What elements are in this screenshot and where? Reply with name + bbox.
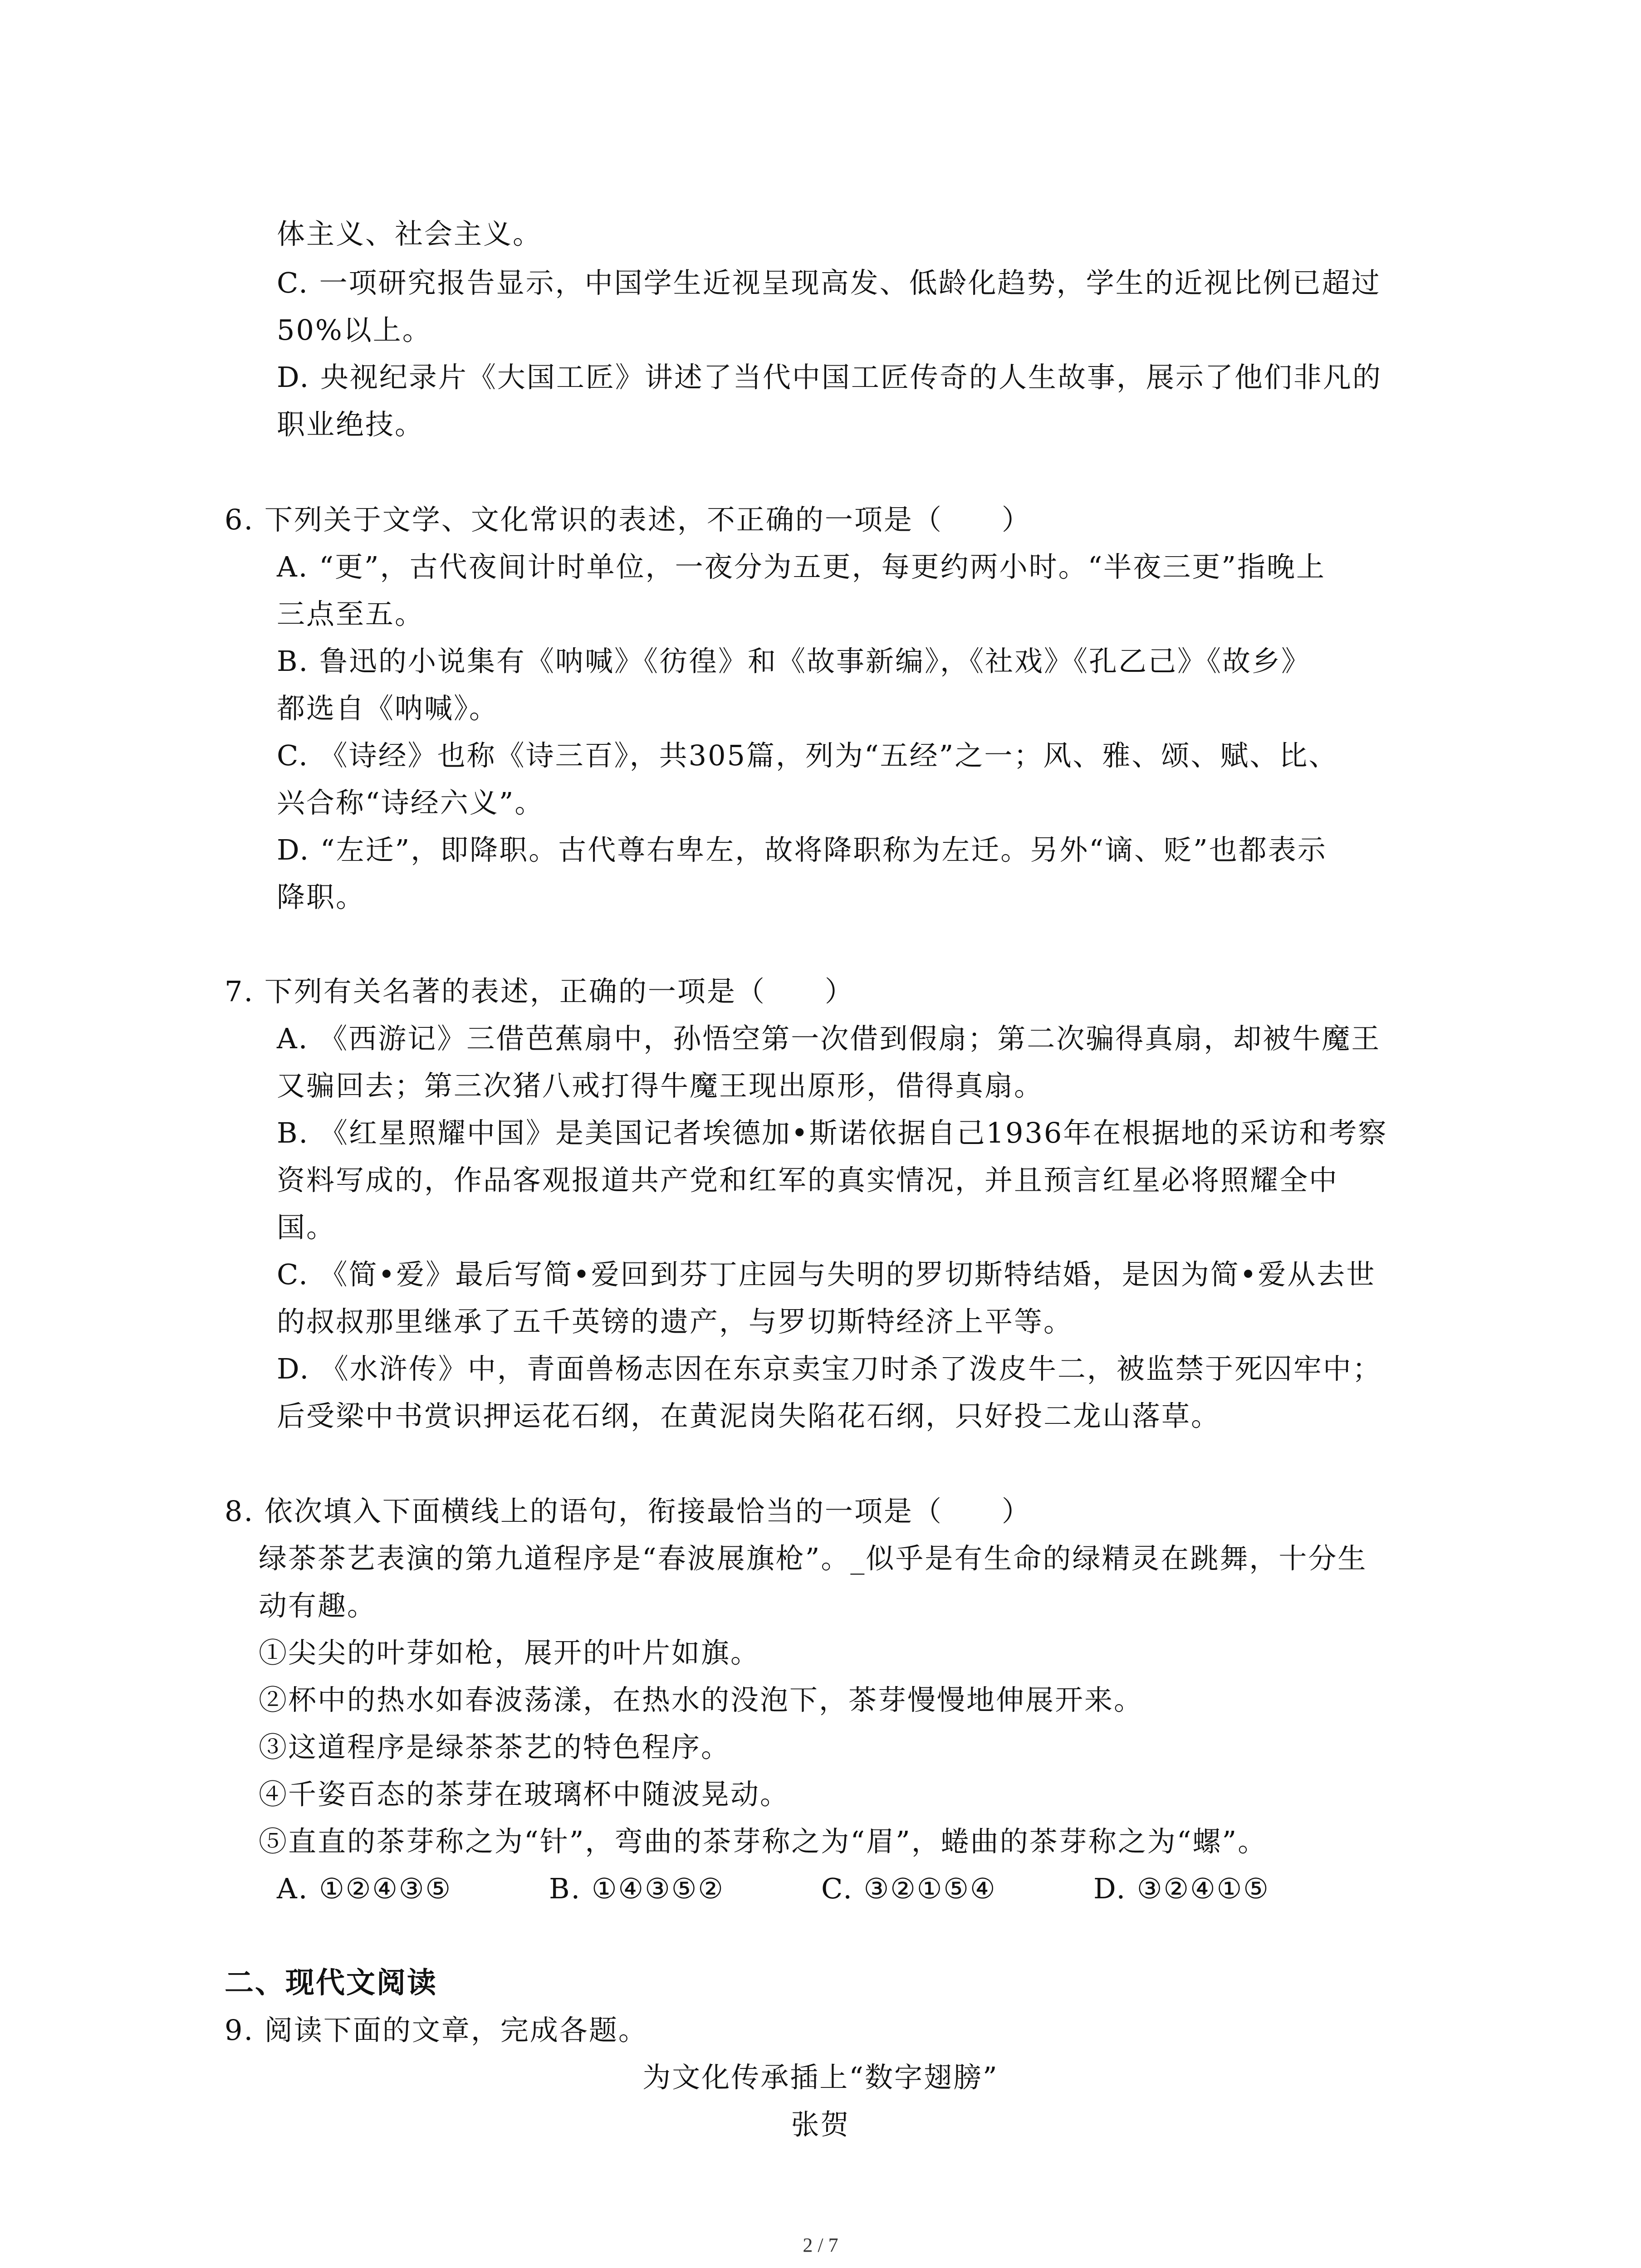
q6-option-a-line2: 三点至五。 <box>277 597 425 631</box>
q8-sentence-1: ①尖尖的叶芽如枪，展开的叶片如旗。 <box>259 1636 760 1669</box>
q5-option-d-line1: D. 央视纪录片《大国工匠》讲述了当代中国工匠传奇的人生故事，展示了他们非凡的 <box>277 361 1382 394</box>
q8-sentence-3: ③这道程序是绿茶茶艺的特色程序。 <box>259 1730 731 1764</box>
article-title: 为文化传承插上“数字翅膀” <box>642 2061 999 2094</box>
q5-option-d-line2: 职业绝技。 <box>277 408 425 441</box>
q8-passage-line1: 绿茶茶艺表演的第九道程序是“春波展旗枪”。_似乎是有生命的绿精灵在跳舞，十分生 <box>259 1542 1367 1575</box>
q7-option-a-line1: A. 《西游记》三借芭蕉扇中，孙悟空第一次借到假扇；第二次骗得真扇，却被牛魔王 <box>277 1022 1381 1055</box>
q8-options-row <box>277 1867 1366 1911</box>
q8-option-c: C. ③②①⑤④ <box>821 1872 997 1905</box>
q6-stem: 6. 下列关于文学、文化常识的表述，不正确的一项是（ ） <box>225 503 1031 536</box>
q7-option-b-line2: 资料写成的，作品客观报道共产党和红军的真实情况，并且预言红星必将照耀全中 <box>277 1163 1339 1197</box>
q9-stem: 9. 阅读下面的文章，完成各题。 <box>225 2014 648 2047</box>
q8-option-a: A. ①②④③⑤ <box>277 1872 452 1905</box>
q6-option-a-line1: A. “更”，古代夜间计时单位，一夜分为五更，每更约两小时。“半夜三更”指晚上 <box>277 550 1326 583</box>
q7-option-b-line1: B. 《红星照耀中国》是美国记者埃德加•斯诺依据自己1936年在根据地的采访和考察 <box>277 1116 1388 1149</box>
q7-option-c-line1: C. 《简•爱》最后写简•爱回到芬丁庄园与失明的罗切斯特结婚，是因为简•爱从去世 <box>277 1258 1376 1291</box>
section-heading-modern-reading: 二、现代文阅读 <box>225 1966 437 2000</box>
q6-option-c-line1: C. 《诗经》也称《诗三百》，共305篇，列为“五经”之一；风、雅、颂、赋、比、 <box>277 739 1338 772</box>
q5-option-c-line1: C. 一项研究报告显示，中国学生近视呈现高发、低龄化趋势，学生的近视比例已超过 <box>277 266 1381 299</box>
q8-sentence-2: ②杯中的热水如春波荡漾，在热水的没泡下，茶芽慢慢地伸展开来。 <box>259 1683 1144 1716</box>
q7-option-d-line1: D. 《水浒传》中，青面兽杨志因在东京卖宝刀时杀了泼皮牛二，被监禁于死囚牢中； <box>277 1352 1382 1385</box>
article-author: 张贺 <box>791 2108 850 2141</box>
q8-option-d: D. ③②④①⑤ <box>1093 1872 1270 1905</box>
q6-option-c-line2: 兴合称“诗经六义”。 <box>277 786 544 819</box>
q8-sentence-4: ④千姿百态的茶芽在玻璃杯中随波晃动。 <box>259 1778 790 1811</box>
q8-stem: 8. 依次填入下面横线上的语句，衔接最恰当的一项是（ ） <box>225 1495 1031 1528</box>
q8-passage-line2: 动有趣。 <box>259 1589 377 1622</box>
q7-option-b-line3: 国。 <box>277 1211 336 1244</box>
q6-option-b-line1: B. 鲁迅的小说集有《呐喊》《彷徨》和《故事新编》，《社戏》《孔乙己》《故乡》 <box>277 645 1311 678</box>
q7-stem: 7. 下列有关名著的表述，正确的一项是（ ） <box>225 975 854 1008</box>
q6-option-b-line2: 都选自《呐喊》。 <box>277 692 499 725</box>
q6-option-d-line2: 降职。 <box>277 880 366 914</box>
q7-option-d-line2: 后受梁中书赏识押运花石纲，在黄泥岗失陷花石纲，只好投二龙山落草。 <box>277 1399 1221 1432</box>
q6-option-d-line1: D. “左迁”，即降职。古代尊右卑左，故将降职称为左迁。另外“谪、贬”也都表示 <box>277 833 1327 866</box>
q5-b-continuation: 体主义、社会主义。 <box>277 217 543 250</box>
q7-option-a-line2: 又骗回去；第三次猪八戒打得牛魔王现出原形，借得真扇。 <box>277 1069 1044 1102</box>
q5-option-c-line2: 50%以上。 <box>277 313 432 347</box>
page-number: 2 / 7 <box>803 2234 838 2256</box>
q8-sentence-5: ⑤直直的茶芽称之为“针”，弯曲的茶芽称之为“眉”，蜷曲的茶芽称之为“螺”。 <box>259 1825 1268 1858</box>
q8-option-b: B. ①④③⑤② <box>549 1872 725 1905</box>
q7-option-c-line2: 的叔叔那里继承了五千英镑的遗产，与罗切斯特经济上平等。 <box>277 1305 1073 1338</box>
